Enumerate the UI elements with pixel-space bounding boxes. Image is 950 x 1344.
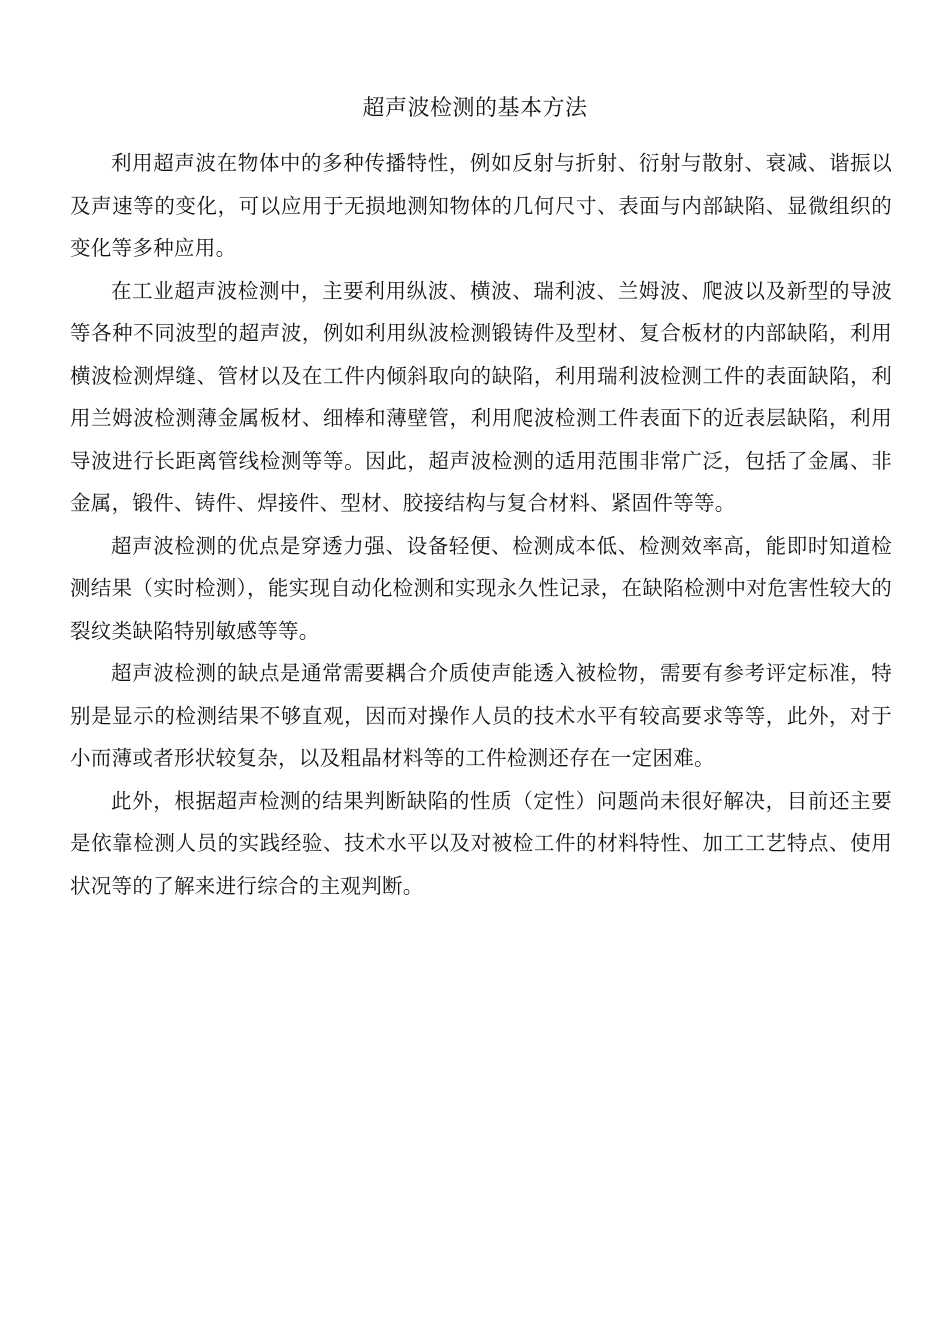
paragraph-advantages: 超声波检测的优点是穿透力强、设备轻便、检测成本低、检测效率高，能即时知道检测结果（实时检测），能实现自动化检测和实现永久性记录，在缺陷检测中对危害性较大的裂纹类缺陷特别敏感等等。 bbox=[70, 533, 892, 643]
paragraph-disadvantages: 超声波检测的缺点是通常需要耦合介质使声能透入被检物，需要有参考评定标准，特别是显示的检测结果不够直观，因而对操作人员的技术水平有较高要求等等，此外，对于小而薄或者形状较复杂，以及粗晶材料等的工件检测还存在一定困难。 bbox=[70, 661, 892, 770]
paragraph-wave-types: 在工业超声波检测中，主要利用纵波、横波、瑞利波、兰姆波、爬波以及新型的导波等各种不同波型的超声波，例如利用纵波检测锻铸件及型材、复合板材的内部缺陷，利用横波检测焊缝、管材以及在工件内倾斜取向的缺陷，利用瑞利波检测工件的表面缺陷，利用兰姆波检测薄金属板材、细棒和薄壁管，利用爬波检测工件表面下的近表层缺陷，利用导波进行长距离管线检测等等。因此，超声波检测的适用范围非常广泛，包括了金属、非金属，锻件、铸件、焊接件、型材、胶接结构与复合材料、紧固件等等。 bbox=[70, 278, 892, 515]
paragraph-limitations: 此外，根据超声检测的结果判断缺陷的性质（定性）问题尚未很好解决，目前还主要是依靠检测人员的实践经验、技术水平以及对被检工件的材料特性、加工工艺特点、使用状况等的了解来进行综合的主观判断。 bbox=[70, 788, 892, 898]
paragraph-principle: 利用超声波在物体中的多种传播特性，例如反射与折射、衍射与散射、衰减、谐振以及声速等的变化，可以应用于无损地测知物体的几何尺寸、表面与内部缺陷、显微组织的变化等多种应用。 bbox=[70, 151, 892, 260]
document-title: 超声波检测的基本方法 bbox=[362, 96, 588, 121]
document-body bbox=[70, 142, 892, 907]
